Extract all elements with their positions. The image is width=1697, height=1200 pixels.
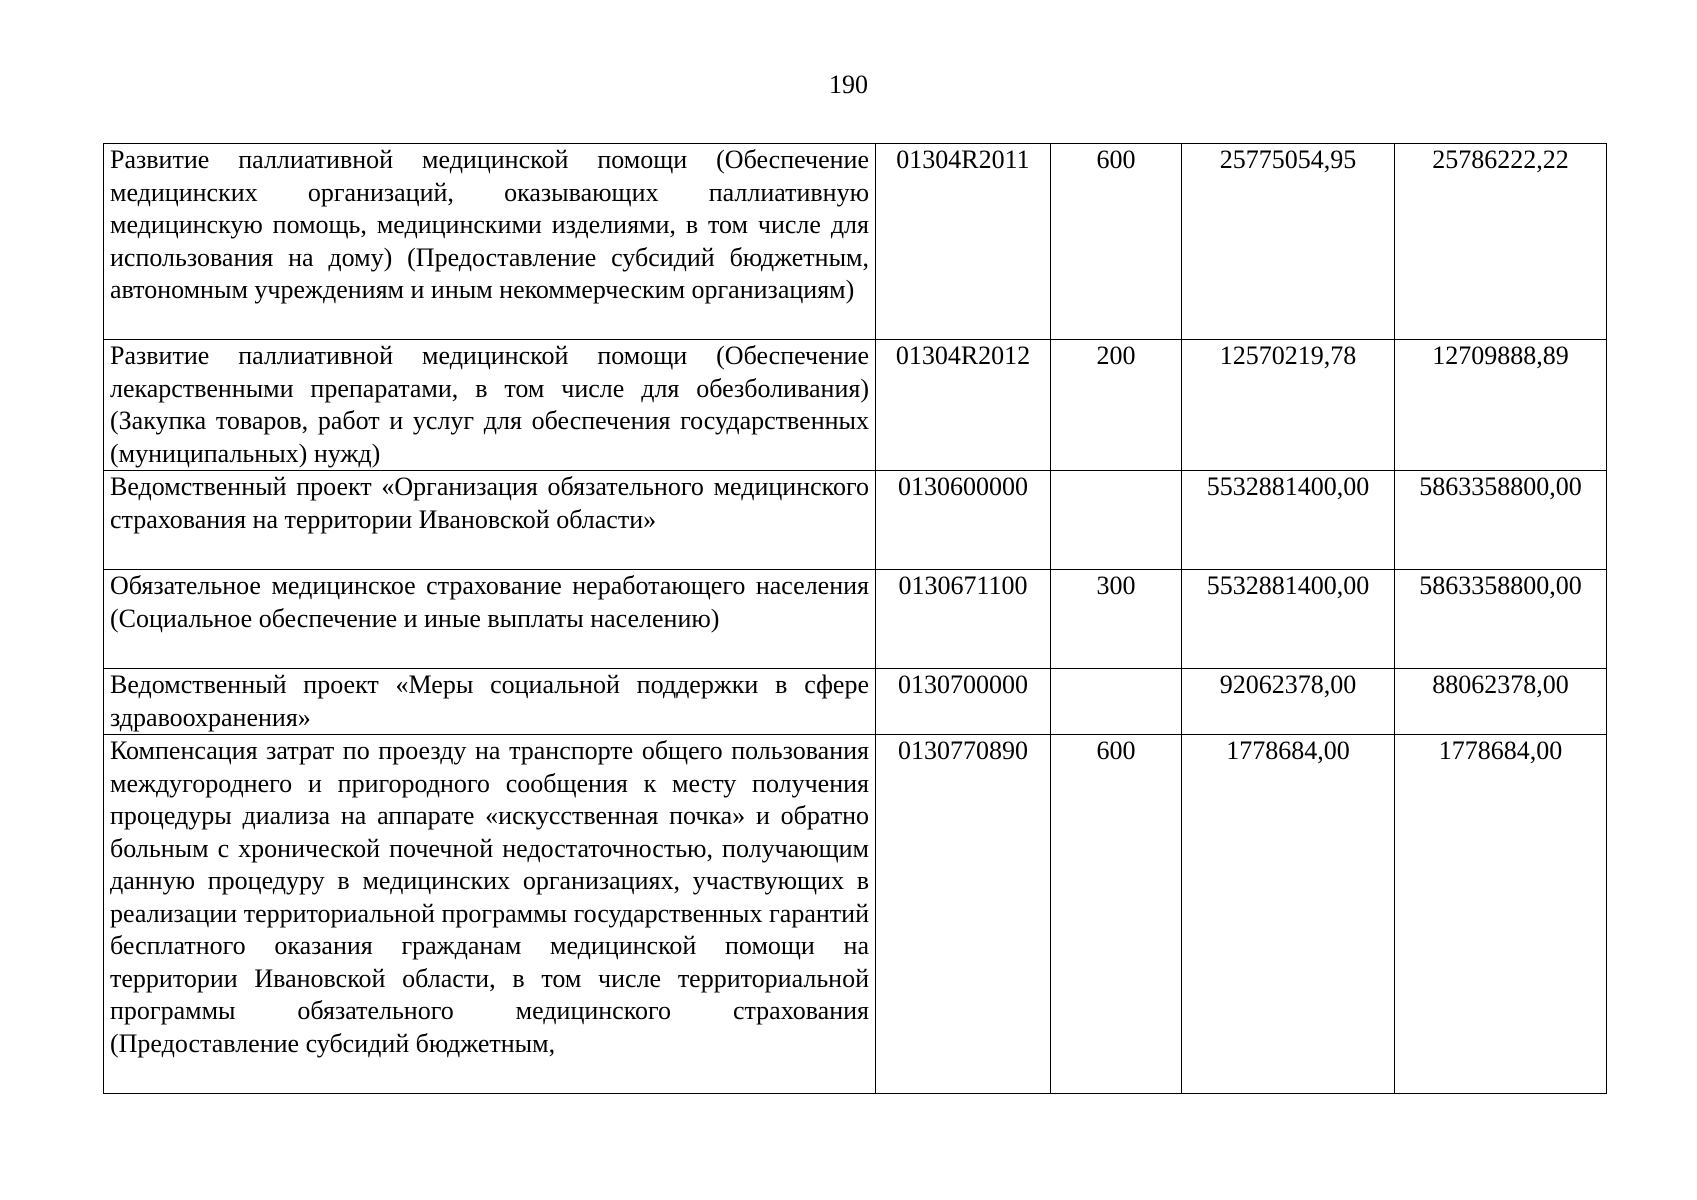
row-code: 0130671100 (876, 570, 1051, 669)
row-name: Ведомственный проект «Организация обязательного медицинского страхования на территории Ивановской области» (104, 471, 876, 570)
row-name: Обязательное медицинское страхование неработающего населения (Социальное обеспечение и иные выплаты населению) (104, 570, 876, 669)
page-number: 190 (829, 70, 868, 99)
row-sum-year-1: 25775054,95 (1182, 144, 1395, 340)
row-sum-year-1: 1778684,00 (1182, 735, 1395, 1094)
table-row (104, 735, 1607, 1094)
row-expense-type: 600 (1051, 735, 1182, 1094)
row-sum-year-2: 25786222,22 (1395, 144, 1607, 340)
row-sum-year-1: 92062378,00 (1182, 669, 1395, 735)
row-code: 0130770890 (876, 735, 1051, 1094)
table-row (104, 669, 1607, 735)
row-expense-type (1051, 669, 1182, 735)
row-sum-year-2: 5863358800,00 (1395, 570, 1607, 669)
budget-table (103, 143, 1607, 1094)
row-name: Ведомственный проект «Меры социальной поддержки в сфере здравоохранения» (104, 669, 876, 735)
row-code: 0130600000 (876, 471, 1051, 570)
row-sum-year-2: 5863358800,00 (1395, 471, 1607, 570)
row-expense-type: 300 (1051, 570, 1182, 669)
row-name: Развитие паллиативной медицинской помощи (Обеспечение лекарственными препаратами, в том числе для обезболивания) (Закупка товаров, работ и услуг для обеспечения государственных (муниципальных) нужд) (104, 340, 876, 471)
table-row (104, 340, 1607, 471)
table-row (104, 570, 1607, 669)
row-sum-year-2: 1778684,00 (1395, 735, 1607, 1094)
row-expense-type: 200 (1051, 340, 1182, 471)
row-sum-year-1: 5532881400,00 (1182, 570, 1395, 669)
table-row (104, 144, 1607, 340)
row-code: 01304R2012 (876, 340, 1051, 471)
row-sum-year-1: 12570219,78 (1182, 340, 1395, 471)
row-code: 01304R2011 (876, 144, 1051, 340)
table-row (104, 471, 1607, 570)
row-expense-type (1051, 471, 1182, 570)
row-sum-year-2: 88062378,00 (1395, 669, 1607, 735)
row-sum-year-2: 12709888,89 (1395, 340, 1607, 471)
row-name: Компенсация затрат по проезду на транспорте общего пользования междугороднего и пригородного сообщения к месту получения процедуры диализа на аппарате «искусственная почка» и обратно больным с хронической почечной недостаточностью, получающим данную процедуру в медицинских организациях, участвующих в реализации территориальной программы государственных гарантий бесплатного оказания гражданам медицинской помощи на территории Ивановской области, в том числе территориальной программы обязательного медицинского страхования (Предоставление субсидий бюджетным, (104, 735, 876, 1094)
row-expense-type: 600 (1051, 144, 1182, 340)
row-name: Развитие паллиативной медицинской помощи (Обеспечение медицинских организаций, оказывающих паллиативную медицинскую помощь, медицинскими изделиями, в том числе для использования на дому) (Предоставление субсидий бюджетным, автономным учреждениям и иным некоммерческим организациям) (104, 144, 876, 340)
row-sum-year-1: 5532881400,00 (1182, 471, 1395, 570)
row-code: 0130700000 (876, 669, 1051, 735)
